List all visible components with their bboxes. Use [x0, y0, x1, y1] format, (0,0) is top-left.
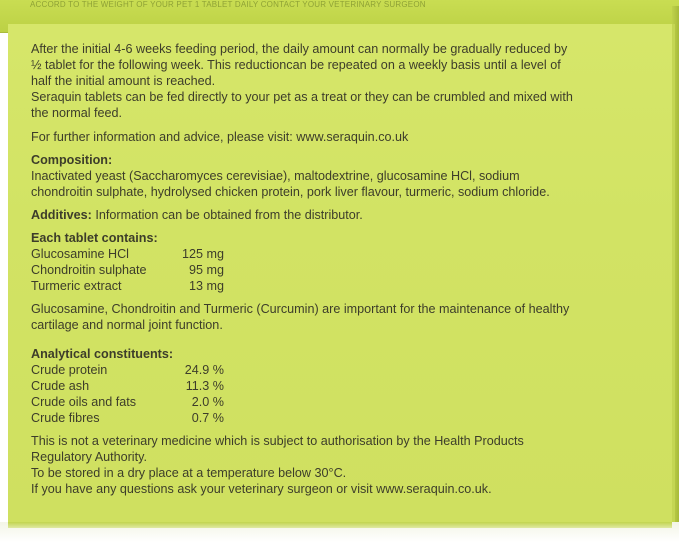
feeding-line: After the initial 4-6 weeks feeding period, the daily amount can normally be gradually reduced by [31, 42, 568, 56]
footer-line: To be stored in a dry place at a temperature below 30°C. [31, 466, 347, 480]
composition-heading: Composition: [31, 153, 113, 167]
footer-line: Regulatory Authority. [31, 450, 147, 464]
lid-print: ACCORD TO THE WEIGHT OF YOUR PET 1 TABLET DAILY CONTACT YOUR VETERINARY SURGEON [30, 0, 426, 9]
composition-line: chondroitin sulphate, hydrolysed chicken protein, pork liver flavour, turmeric, sodium chloride. [31, 185, 550, 199]
tablet-ingredient-name: Glucosamine HCl [31, 247, 129, 261]
feeding-line: half the initial amount is reached. [31, 74, 216, 88]
tablet-ingredient-value: 13 mg [188, 279, 224, 293]
tablet-ingredient-name: Chondroitin sulphate [31, 263, 147, 277]
additives-heading: Additives: [31, 208, 92, 222]
tablet-ingredient-value: 95 mg [188, 263, 224, 277]
website-info: For further information and advice, please visit: www.seraquin.co.uk [31, 130, 409, 144]
constituent-value: 2.0 % [191, 395, 224, 409]
constituent-value: 11.3 % [185, 379, 224, 393]
feeding-line: ½ tablet for the following week. This reductioncan be repeated on a weekly basis until a level of [31, 58, 561, 72]
constituent-value: 24.9 % [184, 363, 224, 377]
box-side-edge [672, 6, 679, 526]
tablet-ingredient-value: 125 mg [181, 247, 224, 261]
constituent-name: Crude protein [31, 363, 108, 377]
importance-line: cartilage and normal joint function. [31, 318, 223, 332]
additives-text: Information can be obtained from the distributor. [91, 208, 363, 222]
additives-line [31, 208, 363, 224]
constituent-name: Crude oils and fats [31, 395, 137, 409]
tablet-ingredient-name: Turmeric extract [31, 279, 122, 293]
footer-line: This is not a veterinary medicine which is subject to authorisation by the Health Products [31, 434, 524, 448]
box-bottom-edge [8, 522, 672, 528]
constituent-name: Crude fibres [31, 411, 100, 425]
tablet-heading: Each tablet contains: [31, 231, 158, 245]
footer-line: If you have any questions ask your veterinary surgeon or visit www.seraquin.co.uk. [31, 482, 492, 496]
importance-line: Glucosamine, Chondroitin and Turmeric (Curcumin) are important for the maintenance of healthy [31, 302, 570, 316]
constituent-value: 0.7 % [191, 411, 224, 425]
analytical-heading: Analytical constituents: [31, 347, 174, 361]
constituent-name: Crude ash [31, 379, 90, 393]
feeding-line: the normal feed. [31, 106, 123, 120]
feeding-line: Seraquin tablets can be fed directly to your pet as a treat or they can be crumbled and mixed with [31, 90, 573, 104]
composition-line: Inactivated yeast (Saccharomyces cerevisiae), maltodextrine, glucosamine HCl, sodium [31, 169, 520, 183]
